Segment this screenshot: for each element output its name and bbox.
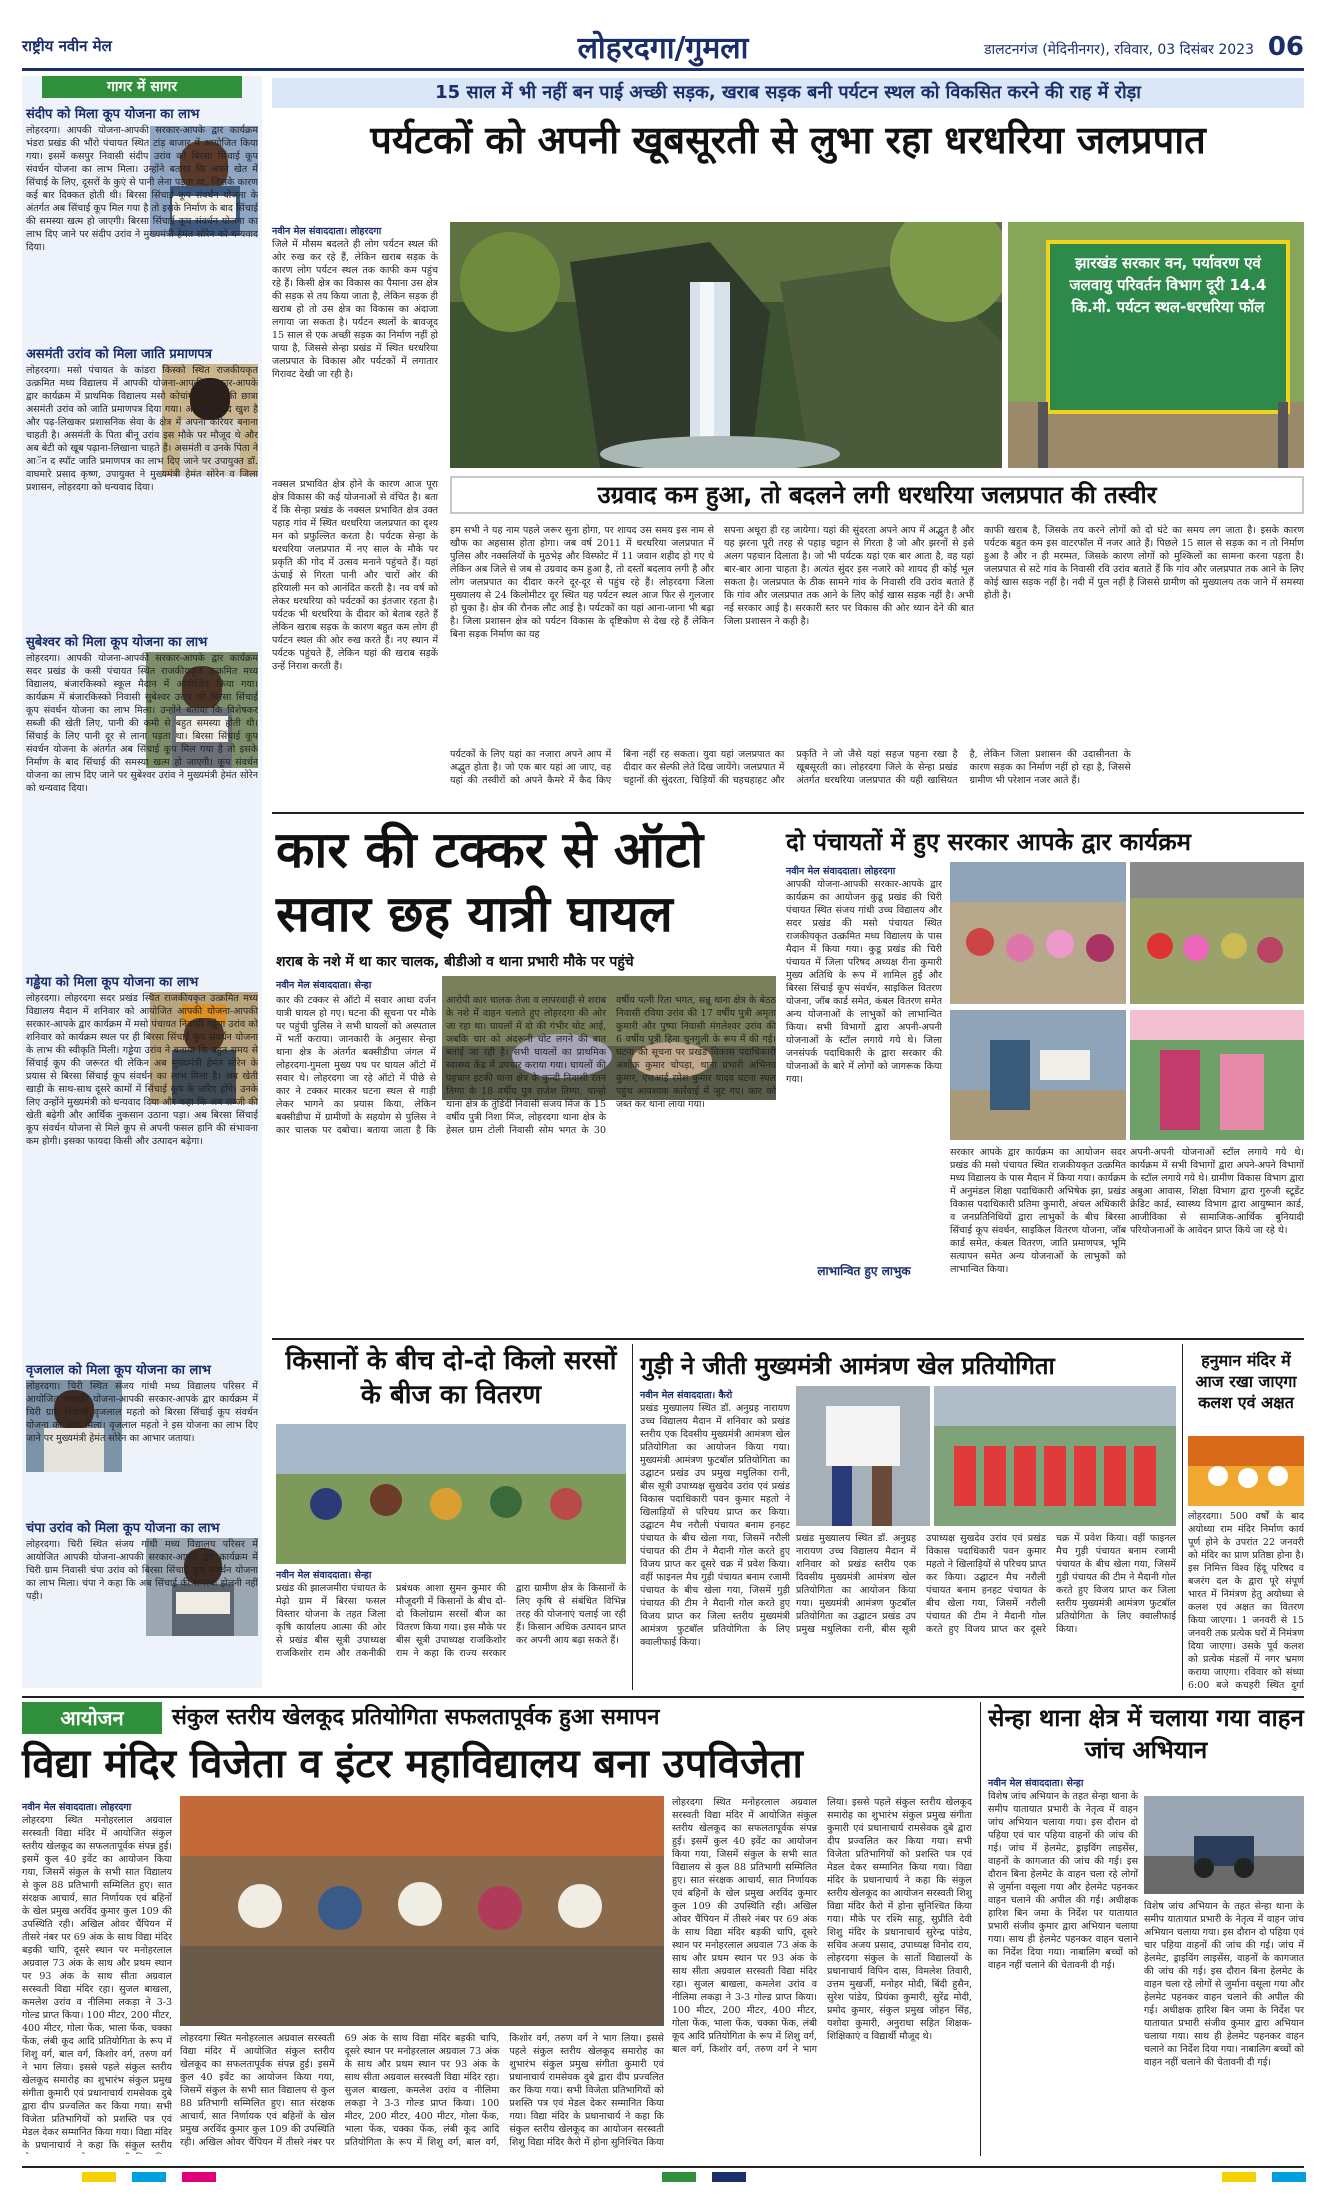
temple-headline: हनुमान मंदिर में आज रखा जाएगा कलश एवं अक्षत (1195, 1351, 1297, 1412)
sidebar-item-title: चंपा उरांव को मिला कूप योजना का लाभ (26, 1521, 220, 1536)
accident-byline: नवीन मेल संवाददाता। सेन्हा (276, 980, 372, 991)
sidebar-item-title: सुबेश्वर को मिला कूप योजना का लाभ (26, 635, 208, 650)
sidebar-item-text: लोहरदगा। चिरी स्थित संजय गांधी मध्य विद्यालय परिसर में आयोजित आपकी योजना-आपकी सरकार-आपके द्वार कार्यक्रम में चिरी ग्राम निवासी चंपा उरांव को बिरसा सिंचाई कूप संवर्धन योजना का लाभ मिला। चंपा ने कहा कि अब सिंचाई की समस्या झेलनी नहीं पड़ी। (26, 1539, 258, 1602)
signboard-text: झारखंड सरकार वन, पर्यावरण एवं जलवायु परिवर्तन विभाग दूरी 14.4 कि.मी. पर्यटन स्थल-धरधरिया फॉल (1069, 254, 1267, 316)
sidebar-item-title: गड्ढेया को मिला कूप योजना का लाभ (26, 975, 199, 990)
masthead (22, 18, 1304, 70)
color-swatch (182, 2172, 216, 2182)
panchayat-text: आपकी योजना-आपकी सरकार-आपके द्वार कार्यक्रम का आयोजन कुडू प्रखंड की चिरी पंचायत स्थित संजय गांधी उच्च विद्यालय और सदर प्रखंड की मसो पंचायत स्थित राजकीयकृत उत्क्रमित मध्य विद्यालय के पास मैदान में किया गया। कुडू प्रखंड की चिरी पंचायत में जिला परिषद अध्यक्ष रीना कुमारी मुख्य अतिथि के रूप में शामिल हुईं और बिरसा सिंचाई कूप संवर्धन, साइकिल वितरण योजना, जॉब कार्ड समेत, कंबल वितरण समेत अन्य योजनाओं के लाभुकों को लाभान्वित किया। सभी विभागों द्वारा अपनी-अपनी योजनाओं के स्टॉल लगाये गये थे। जिला जनसंपर्क पदाधिकारी के द्वारा सरकार की योजनाओं के बारे में लोगों को जागरूक किया गया। (786, 879, 942, 1085)
page-section-title: लोहरदगा/गुमला (577, 31, 749, 66)
lead-kicker: 15 साल में भी नहीं बन पाई अच्छी सड़क, खराब सड़क बनी पर्यटन स्थल को विकसित करने की राह में रोड़ा (272, 78, 1304, 108)
panchayat-photo-1 (950, 862, 1126, 1004)
panchayat-photo-3 (950, 1010, 1126, 1140)
sports-text-col2: लोहरदगा स्थित मनोहरलाल अग्रवाल सरस्वती विद्या मंदिर में आयोजित संकुल स्तरीय खेलकूद का सफलतापूर्वक संपन्न हुई। इसमें कुल 40 इवेंट का आयोजन किया गया, जिसमें संकुल के सभी सात विद्यालय से कुल 88 प्रतिभागी सम्मिलित हुए। सात संरक्षक आचार्य, सात निर्णायक एवं बहिनों के खेल प्रमुख अरविंद कुमार कुल 109 की उपस्थिति रही। अखिल ओवर चैंपियन में तीसरे नंबर पर 69 अंक के साथ विद्या मंदिर बड़की चापि, दूसरे स्थान पर मनोहरलाल अग्रवाल 73 अंक के साथ और प्रथम स्थान पर 93 अंक के साथ सीता अग्रवाल सरस्वती विद्या मंदिर रहा। सुजल बाखला, कमलेश उरांव व नीलिमा लकड़ा ने 3-3 गोल्ड प्राप्त किया। 100 मीटर, 200 मीटर, 400 मीटर, गोला फेंक, भाला फेंक, चक्का फेंक, लंबी कूद आदि प्रतियोगिता के रूप में शिशु वर्ग, बाल वर्ग, किशोर वर्ग, तरुण वर्ग ने भाग लिया। इससे पहले संकुल स्तरीय खेलकूद समारोह का शुभारंभ संकुल प्रमुख संगीता कुमारी एवं प्रधानाचार्य रामसेवक दुबे द्वारा दीप प्रज्वलित कर किया गया। सभी विजेता प्रतिभागियों को प्रशस्ति पत्र एवं मेडल देकर सम्मानित किया गया। विद्या मंदिर के प्रधानाचार्य ने कहा कि संकुल स्तरीय खेलकूद का आयोजन सरस्वती शिशु विद्या मंदिर कैरो में होना सुनिश्चित किया (180, 2033, 664, 2148)
color-swatch (82, 2172, 116, 2182)
lead-headline: पर्यटकों को अपनी खूबसूरती से लुभा रहा धरधरिया जलप्रपात (370, 118, 1206, 162)
farmers-headline: किसानों के बीच दो-दो किलो सरसों के बीज का वितरण (285, 1346, 617, 1410)
naxal-text-col1: हम सभी ने यह नाम पहले जरूर सुना होगा, पर शायद उस समय इस नाम से खौफ का अहसास होता होगा। जब वर्ष 2011 में धरधरिया जलप्रपात में पुलिस और नक्सलियों के मुठभेड़ और विस्फोट में 11 जवान शहीद हो गए थे लेकिन अब जिले से जब से उग्रवाद कम हुआ है, तो दस्तों बदलाव लगी है और लोग जलप्रपात का दीदार करने दूर-दूर से पहुंच रहे हैं। लोहरदगा जिला मुख्यालय से 24 किलोमीटर दूर स्थित यह पर्यटन स्थल आज फिर से गुलजार हो चुका है। क्षेत्र की रौनक लौट आई है। पर्यटकों का यहां आना-जाना भी बढ़ा है। जिला प्रशासन क्षेत्र को पर्यटन विकास के दृष्टिकोण से देख रहे हैं लेकिन बिना सड़क निर्माण का यह (450, 525, 714, 640)
sidebar (22, 76, 262, 1688)
sidebar-item-title: संदीप को मिला कूप योजना का लाभ (26, 107, 200, 122)
divider (1182, 1344, 1183, 1690)
waterfall-photo (450, 222, 1002, 468)
temple-text: लोहरदगा। 500 वर्षों के बाद अयोध्या राम मंदिर निर्माण कार्य पूर्ण होने के उपरांत 22 जनवरी को मंदिर का प्राण प्रतिष्ठा होना है। इस निमित्त विश्व हिंदू परिषद व बजरंग दल के द्वारा पूरे संपूर्ण भारत में निमंत्रण हेतु अयोध्या से कलश एवं अक्षत का वितरण किया जाएगा। 1 जनवरी से 15 जनवरी तक प्रत्येक घरों में निमंत्रण दिया जाएगा। उसके पूर्व कलश को प्रत्येक मंडलों में नगर भ्रमण कराया जाएगा। रविवार को संध्या 6:00 बजे कचहरी स्थित दुर्गा (1188, 1511, 1304, 1691)
naxal-continuation: पर्यटकों के लिए यहां का नजारा अपने आप में अद्भुत होता है। जो एक बार यहां आ जाए, वह यहां की तस्वीरों को अपने कैमरे में कैद किए बिना नहीं रह सकता। युवा यहां जलप्रपात का दीदार कर सेल्फी लेते दिख जायेंगे। जलप्रपात में चट्टानों की सुंदरता, चिड़ियों की चहचहाहट और प्रकृति ने जो जैसे यहां सहज पहना रखा है खूबसूरती का। लोहरदगा जिले के सेन्हा प्रखंड अंतर्गत धरधरिया जलप्रपात की यही खासियत है, लेकिन जिला प्रशासन की उदासीनता के कारण सड़क का निर्माण नहीं हो रहा है, जिससे ग्रामीण भी परेशान नजर आते हैं। (450, 749, 1131, 786)
color-swatch (1222, 2172, 1256, 2182)
sidebar-item-title: वृजलाल को मिला कूप योजना का लाभ (26, 1363, 211, 1378)
sports-text-col1: लोहरदगा स्थित मनोहरलाल अग्रवाल सरस्वती विद्या मंदिर में आयोजित संकुल स्तरीय खेलकूद का सफलतापूर्वक संपन्न हुई। इसमें कुल 40 इवेंट का आयोजन किया गया, जिसमें संकुल के सभी सात विद्यालय से कुल 88 प्रतिभागी सम्मिलित हुए। सात संरक्षक आचार्य, सात निर्णायक एवं बहिनों के खेल प्रमुख अरविंद कुमार कुल 109 की उपस्थिति रही। अखिल ओवर चैंपियन में तीसरे नंबर पर 69 अंक के साथ विद्या मंदिर बड़की चापि, दूसरे स्थान पर मनोहरलाल अग्रवाल 73 अंक के साथ और प्रथम स्थान पर 93 अंक के साथ सीता अग्रवाल सरस्वती विद्या मंदिर रहा। सुजल बाखला, कमलेश उरांव व नीलिमा लकड़ा ने 3-3 गोल्ड प्राप्त किया। 100 मीटर, 200 मीटर, 400 मीटर, गोला फेंक, भाला फेंक, चक्का फेंक, लंबी कूद आदि प्रतियोगिता के रूप में शिशु वर्ग, बाल वर्ग, किशोर वर्ग, तरुण वर्ग ने भाग लिया। इससे पहले संकुल स्तरीय खेलकूद समारोह का शुभारंभ संकुल प्रमुख संगीता कुमारी एवं प्रधानाचार्य रामसेवक दुबे द्वारा दीप प्रज्वलित कर किया गया। सभी विजेता प्रतिभागियों को प्रशस्ति पत्र एवं मेडल देकर सम्मानित किया गया। विद्या मंदिर के प्रधानाचार्य ने कहा कि संकुल स्तरीय (22, 1815, 172, 2151)
sidebar-item-text: लोहरदगा। मसो पंचायत के कांडरा किस्को स्थित राजकीयकृत उत्क्रमित मध्य विद्यालय में आपकी योजना-आपकी सरकार-आपके द्वार कार्यक्रम में प्राथमिक विद्यालय मसो कोचांगचों कक्षा की छात्रा असमंती उरांव को जाति प्रमाणपत्र दिया गया। असमंती बेहद खुश है और पढ़-लिखकर प्रशासनिक सेवा के क्षेत्र में अपना करियर बनाना चाहती है। असमंती के पिता बीनू उरांव इस मौके पर मौजूद थे और अब बेटी को खूब पढ़ाना-लिखाना चाहते हैं। असमंती व उनके पिता ने आॅन द स्पॉट जाति प्रमाणपत्र का लाभ दिए जाने पर उपायुक्त डॉ. वाघमारे प्रसाद कृष्ण, उपायुक्त ने मुख्यमंत्री हेमंत सोरेन व जिला प्रशासन, लोहरदगा को धन्यवाद दिया। (26, 365, 258, 493)
sports-byline: नवीन मेल संवाददाता। लोहरदगा (22, 1802, 132, 1813)
sports-photo (180, 1796, 664, 2026)
divider (22, 1696, 1304, 1698)
sports-kicker: संकुल स्तरीय खेलकूद प्रतियोगिता सफलतापूर्वक हुआ समापन (172, 1705, 660, 1730)
sidebar-item-text: लोहरदगा। चिरी स्थित संजय गांधी मध्य विद्यालय परिसर में आयोजित आपकी योजना-आपकी सरकार-आपके द्वार कार्यक्रम में चिरी ग्राम निवासी वृजलाल महतो को बिरसा सिंचाई कूप संवर्धन योजना का लाभ मिला। वृजलाल महतो ने इस योजना का लाभ दिए जाने पर मुख्यमंत्री हेमंत सोरेन का आभार जताया। (26, 1381, 258, 1444)
sports-label: आयोजन (22, 1702, 162, 1734)
color-swatch (32, 2172, 62, 2182)
lead-byline: नवीन मेल संवाददाता। लोहरदगा (272, 226, 382, 237)
lead-text-col1: जिले में मौसम बदलते ही लोग पर्यटन स्थल की ओर रुख कर रहे हैं, लेकिन खराब सड़क के कारण लोग पर्यटन स्थल तक काफी कम पहुंच रहे हैं। किसी क्षेत्र का विकास का पैमाना उस क्षेत्र की सड़क से तय किया जाता है, लेकिन सड़क ही खराब हो तो उस क्षेत्र का विकास का अंदाजा लगाया जा सकता है। पर्यटन स्थलों के बावजूद 15 साल से एक अच्छी सड़क का निर्माण नहीं हो पाया है, जिससे सेन्हा प्रखंड में स्थित धरधरिया जलप्रपात के विकास और पर्यटकों में लगातार गिरावट देखी जा रही है। (272, 239, 438, 380)
divider (980, 1702, 981, 2156)
farmers-text: प्रखंड की झालजमीरा पंचायत के मेढ़ो ग्राम में बिरसा फसल विस्तार योजना के तहत जिला कृषि कार्यालय आत्मा की ओर से प्रखंड बीस सूत्री उपाध्यक्ष राजकिशोर राम और तकनीकी प्रबंधक आशा सुमन कुमार की मौजूदगी में किसानों के बीच दो-दो किलोग्राम सरसों बीज का वितरण किया गया। इस मौके पर बीस सूत्री उपाध्यक्ष राजकिशोर राम ने कहा कि राज्य सरकार द्वारा ग्रामीण क्षेत्र के किसानों के लिए कृषि से संबंधित विभिन्न तरह की योजनाएं चलाई जा रही हैं। किसान अधिक उत्पादन प्राप्त कर अपनी आय बढ़ा सकते हैं। (276, 1583, 626, 1659)
sidebar-item-text: लोहरदगा। आपकी योजना-आपकी सरकार-आपके द्वार कार्यक्रम सदर प्रखंड के कसी पंचायत स्थित राजकीयकृत उत्क्रमित मध्य विद्यालय, बंजारकिस्को स्कूल मैदान में आयोजित किया गया। कार्यक्रम में बंजारकिस्को निवासी सुबेश्वर उरांव को बिरसा सिंचाई कूप संवर्धन योजना का लाभ मिला। उन्होंने बताया कि विशेषकर सब्जी की खेती लिए, पानी की कमी से बहुत समस्या होती थी। सिंचाई के लिए पानी दूर से लाना पड़ता था। बिरसा सिंचाई कूप संवर्धन योजना के अंतर्गत अब सिंचाई कूप मिल गया है तो इसके निर्माण के बाद सिंचाई की समस्या खत्म हो जाएगी। कूप संवर्धन योजना का लाभ दिए जाने पर सुबेश्वर उरांव ने मुख्यमंत्री हेमंत सोरेन को धन्यवाद दिया। (26, 653, 258, 794)
sidebar-item-title: असमंती उरांव को मिला जाति प्रमाणपत्र (26, 347, 212, 362)
accident-headline: कार की टक्कर से ऑटो सवार छह यात्री घायल (276, 821, 704, 943)
panchayat-subhead: लाभान्वित हुए लाभुक (817, 1264, 911, 1278)
color-swatch (712, 2172, 746, 2182)
farmers-byline: नवीन मेल संवाददाता। सेन्हा (276, 1570, 372, 1581)
accident-subhead: शराब के नशे में था कार चालक, बीडीओ व थाना प्रभारी मौके पर पहुंचे (276, 954, 634, 970)
sports-text-col3: लोहरदगा स्थित मनोहरलाल अग्रवाल सरस्वती विद्या मंदिर में आयोजित संकुल स्तरीय खेलकूद का सफलतापूर्वक संपन्न हुई। इसमें कुल 40 इवेंट का आयोजन किया गया, जिसमें संकुल के सभी सात विद्यालय से कुल 88 प्रतिभागी सम्मिलित हुए। सात संरक्षक आचार्य, सात निर्णायक एवं बहिनों के खेल प्रमुख अरविंद कुमार कुल 109 की उपस्थिति रही। अखिल ओवर चैंपियन में तीसरे नंबर पर 69 अंक के साथ विद्या मंदिर बड़की चापि, दूसरे स्थान पर मनोहरलाल अग्रवाल 73 अंक के साथ और प्रथम स्थान पर 93 अंक के साथ सीता अग्रवाल सरस्वती विद्या मंदिर रहा। सुजल बाखला, कमलेश उरांव व नीलिमा लकड़ा ने 3-3 गोल्ड प्राप्त किया। 100 मीटर, 200 मीटर, 400 मीटर, गोला फेंक, भाला फेंक, चक्का फेंक, लंबी कूद आदि प्रतियोगिता के रूप में शिशु वर्ग, बाल वर्ग, किशोर वर्ग, तरुण वर्ग ने भाग लिया। इससे पहले संकुल स्तरीय खेलकूद समारोह का शुभारंभ संकुल प्रमुख संगीता कुमारी एवं प्रधानाचार्य रामसेवक दुबे द्वारा दीप प्रज्वलित कर किया गया। सभी विजेता प्रतिभागियों को प्रशस्ति पत्र एवं मेडल देकर सम्मानित किया गया। विद्या मंदिर के प्रधानाचार्य ने कहा कि संकुल स्तरीय खेलकूद का आयोजन सरस्वती शिशु विद्या मंदिर कैरो में होना सुनिश्चित किया गया। मौके पर रश्मि साहू, सुप्रीति देवी शिशु मंदिर के प्रधानाचार्य सुरेन्द्र पांडेय, सचिव अजय प्रसाद, उपाध्यक्ष विनोद राय, लोहरदगा संकुल के सातों विद्यालयों के प्रधानाचार्य विपिन दास, विमलेश तिवारी, उत्तम मुखर्जी, मनोहर मोदी, बिंदी हुसैन, सुरेश पांडेय, प्रियंका कुमारी, सुरेंद्र मोदी, प्रमोद कुमार, संकुल प्रमुख जोहन सिंह, यशोदा कुमारी, अनुराधा सहित शिक्षक-शिक्षिकाएं व विद्यार्थी मौजूद थे। (672, 1797, 972, 2055)
vehicle-photo (1144, 1796, 1304, 1894)
divider (272, 1338, 1304, 1340)
color-swatch (662, 2172, 696, 2182)
temple-photo (1188, 1436, 1304, 1506)
sidebar-header: गागर में सागर (42, 76, 242, 98)
panchayat-text-col2: सरकार आपके द्वार कार्यक्रम का आयोजन सदर प्रखंड की मसो पंचायत स्थित राजकीयकृत उत्क्रमित मध्य विद्यालय के पास मैदान में किया गया। कार्यक्रम में अनुमंडल शिक्षा पदाधिकारी अभिषेक झा, प्रखंड विकास पदाधिकारी प्रतिमा कुमारी, अंचल अधिकारी व जनप्रतिनिधियों द्वारा लाभुकों के बीच बिरसा सिंचाई कूप संवर्धन, साइकिल वितरण योजना, जॉब कार्ड समेत, कंबल वितरण, जाति प्रमाणपत्र, भूमि सत्यापन समेत अन्य योजनाओं के लाभुकों को लाभान्वित किया। (950, 1147, 1126, 1275)
print-registration-bar (22, 2166, 1304, 2184)
signboard-photo (1008, 222, 1304, 468)
paper-logo: राष्ट्रीय नवीन मेल (22, 37, 112, 55)
page-number: 06 (1267, 32, 1304, 62)
sidebar-item-text: लोहरदगा। आपकी योजना-आपकी सरकार-आपके द्वार कार्यक्रम भंडरा प्रखंड की भौंरो पंचायत स्थित टांड़ बाजार में आयोजित किया गया। इसमें कसपुर निवासी संदीप उरांव को बिरसा सिंचाई कूप संवर्धन योजना का लाभ मिला। उन्होंने बताया कि अपने खेत में सिंचाई के लिए, दूसरों के कुएं से पानी लेना पड़ता था, जिसके कारण कई बार दिक्कत होती थी। बिरसा सिंचाई कूप संवर्धन योजना के अंतर्गत अब सिंचाई कूप मिल गया है तो इसके निर्माण के बाद सिंचाई की समस्या खत्म हो जाएगी। बिरसा सिंचाई कूप संवर्धन योजना का लाभ दिए जाने पर संदीप उरांव ने मुख्यमंत्री हेमंत सोरेन को धन्यवाद दिया। (26, 125, 258, 253)
kite-photo-1 (796, 1386, 930, 1526)
vehicle-text: विशेष जांच अभियान के तहत सेन्हा थाना के समीप यातायात प्रभारी के नेतृत्व में वाहन जांच अभियान चलाया गया। इस दौरान दो पहिया एवं चार पहिया वाहनों की जांच की गई। जांच में हेलमेट, ड्राइविंग लाइसेंस, वाहनों के कागजात की जांच की गई। इस दौरान बिना हेलमेट के वाहन चला रहे लोगों से जुर्माना वसूला गया और हेलमेट पहनकर वाहन चलाने की अपील की गई। अधीक्षक हारिश बिन जमा के निर्देश पर यातायात प्रभारी संजीव कुमार द्वारा अभियान चलाया गया। साथ ही हेलमेट पहनकर वाहन चलाने का निर्देश दिया गया। नाबालिग बच्चों को वाहन नहीं चलाने की चेतावनी दी गई। (988, 1791, 1138, 1971)
divider (632, 1344, 633, 1690)
color-swatch (1272, 2172, 1306, 2182)
kite-text-continuation: प्रखंड मुख्यालय स्थित डॉ. अनुग्रह नारायण उच्च विद्यालय मैदान में शनिवार को प्रखंड स्तरीय एक दिवसीय मुख्यमंत्री आमंत्रण खेल प्रतियोगिता का आयोजन किया गया। मुख्यमंत्री आमंत्रण फुटबॉल प्रतियोगिता का उद्घाटन प्रखंड उप प्रमुख मधुलिका रानी, बीस सूत्री उपाध्यक्ष सुखदेव उरांव एवं प्रखंड विकास पदाधिकारी पवन कुमार महतो ने खिलाड़ियों से परिचय प्राप्त कर किया। उद्घाटन मैच नरौली पंचायत बनाम हनहट पंचायत के बीच खेला गया, जिसमें नरौली पंचायत की टीम ने मैदानी गोल करते हुए विजय प्राप्त कर दूसरे चक्र में प्रवेश किया। वहीं फाइनल मैच गुड़ी पंचायत बनाम रजामी पंचायत के बीच खेला गया, जिसमें गुड़ी पंचायत की टीम ने मैदानी गोल करते हुए विजय प्राप्त कर जिला स्तरीय मुख्यमंत्री आमंत्रण फुटबॉल प्रतियोगिता के लिए क्वालीफाई किया। (796, 1533, 1176, 1635)
panchayat-photo-4 (1130, 1010, 1304, 1140)
divider (272, 812, 1304, 814)
kite-headline: गुड़ी ने जीती मुख्यमंत्री आमंत्रण खेल प्रतियोगिता (640, 1352, 1055, 1380)
sports-headline: विद्या मंदिर विजेता व इंटर महाविद्यालय बना उपविजेता (22, 1741, 803, 1787)
kite-photo-2 (934, 1386, 1176, 1526)
masthead-rule (22, 68, 1304, 71)
kite-byline: नवीन मेल संवाददाता। कैरो (640, 1390, 733, 1401)
naxal-headline: उग्रवाद कम हुआ, तो बदलने लगी धरधरिया जलप्रपात की तस्वीर (450, 476, 1304, 514)
kite-text: प्रखंड मुख्यालय स्थित डॉ. अनुग्रह नारायण उच्च विद्यालय मैदान में शनिवार को प्रखंड स्तरीय एक दिवसीय मुख्यमंत्री आमंत्रण खेल प्रतियोगिता का आयोजन किया गया। मुख्यमंत्री आमंत्रण फुटबॉल प्रतियोगिता का उद्घाटन प्रखंड उप प्रमुख मधुलिका रानी, बीस सूत्री उपाध्यक्ष सुखदेव उरांव एवं प्रखंड विकास पदाधिकारी पवन कुमार महतो ने खिलाड़ियों से परिचय प्राप्त कर किया। उद्घाटन मैच नरौली पंचायत बनाम हनहट पंचायत के बीच खेला गया, जिसमें नरौली पंचायत की टीम ने मैदानी गोल करते हुए विजय प्राप्त कर दूसरे चक्र में प्रवेश किया। वहीं फाइनल मैच गुड़ी पंचायत बनाम रजामी पंचायत के बीच खेला गया, जिसमें गुड़ी पंचायत की टीम ने मैदानी गोल करते हुए विजय प्राप्त कर जिला स्तरीय मुख्यमंत्री आमंत्रण फुटबॉल प्रतियोगिता के लिए क्वालीफाई किया। (640, 1403, 790, 1648)
naxal-text-col2: सपना अधूरा ही रह जायेगा। यहां की सुंदरता अपने आप में अद्भुत है और यह झरना पूरी तरह से पहाड़ चट्टान से गिरता है जो और झरनों से इसे अलग पहचान दिलाता है। जो भी पर्यटक यहां एक बार आता है, वह यहां बार-बार आना चाहता है। अत्यंत सुंदर इस नजारे को शायद ही कोई भूल सकता है। जलप्रपात के ठीक सामने गांव के निवासी रवि उरांव बताते हैं कि गांव और जलप्रपात तक आने के लिए कोई खास सड़क नहीं है। अभी नई सरकार आई है। सरकारी स्तर पर विकास की ओर ध्यान देने की बात जिला प्रशासन ने कही है। (724, 525, 974, 627)
lead-text-col2: नक्सल प्रभावित क्षेत्र होने के कारण आज पूरा क्षेत्र विकास की कई योजनाओं से वंचित है। बता दें कि सेन्हा प्रखंड के नक्सल प्रभावित क्षेत्र उक्त पहाड़ गांव में स्थित धरधरिया जलप्रपात का दृश्य मन को प्रफुल्लित करता है। पर्यटक सेन्हा के धरधरिया जलप्रपात में नए साल के मौके पर प्रकृति की गोद में उत्सव मनाने पहुंचते हैं। यहां ऊंचाई से गिरता पानी और चारों ओर की हरियाली मन को आनंदित करती है। नव वर्ष को लेकर धरधरिया को पर्यटकों का इंतजार रहता है। पर्यटक भी धरधरिया के दीदार को बेताब रहते हैं लेकिन खराब सड़क के कारण बहुत कम लोग ही पर्यटन स्थल की ओर रुख करते हैं। नए स्थान में पर्यटक पहुंचते हैं, लेकिन यहां की खराब सड़कें उन्हें निराश करती हैं। (272, 479, 438, 672)
dateline: डालटनगंज (मेदिनीनगर), रविवार, 03 दिसंबर 2023 (984, 42, 1254, 58)
vehicle-text-col2: विशेष जांच अभियान के तहत सेन्हा थाना के समीप यातायात प्रभारी के नेतृत्व में वाहन जांच अभियान चलाया गया। इस दौरान दो पहिया एवं चार पहिया वाहनों की जांच की गई। जांच में हेलमेट, ड्राइविंग लाइसेंस, वाहनों के कागजात की जांच की गई। इस दौरान बिना हेलमेट के वाहन चला रहे लोगों से जुर्माना वसूला गया और हेलमेट पहनकर वाहन चलाने की अपील की गई। अधीक्षक हारिश बिन जमा के निर्देश पर यातायात प्रभारी संजीव कुमार द्वारा अभियान चलाया गया। साथ ही हेलमेट पहनकर वाहन चलाने का निर्देश दिया गया। नाबालिग बच्चों को वाहन नहीं चलाने की चेतावनी दी गई। (1144, 1901, 1304, 2068)
color-swatch (132, 2172, 166, 2182)
panchayat-photo-2 (1130, 862, 1304, 1004)
panchayat-byline: नवीन मेल संवाददाता। लोहरदगा (786, 866, 896, 877)
vehicle-byline: नवीन मेल संवाददाता। सेन्हा (988, 1778, 1084, 1789)
naxal-text-col3: काफी खराब है, जिसके तय करने लोगों को दो घंटे का समय लग जाता है। इसके कारण पर्यटक बहुत कम इस वाटरफॉल में नजर आते हैं। पिछले 15 साल से सड़क का न तो निर्माण हुआ है और न ही मरम्मत, जिसके कारण लोगों को मुश्किलों का सामना करना पड़ता है। जलप्रपात से सटे गांव के निवासी रवि उरांव बताते हैं कि गांव और जलप्रपात तक आने के लिए कोई खास सड़क नहीं है। नदी में पुल नहीं है जिससे ग्रामीण को मुख्यालय तक जाने में समस्या होती है। (984, 525, 1304, 601)
accident-text: कार की टक्कर से ऑटो में सवार आधा दर्जन यात्री घायल हो गए। घटना की सूचना पर मौके पर पहुंची पुलिस ने सभी घायलों को अस्पताल में भर्ती कराया। जानकारी के अनुसार सेन्हा थाना क्षेत्र के अंतर्गत बक्सीडीपा जंगल में लोहरदगा-गुमला मुख्य पथ पर घायल ऑटो में सवार थे। लोहरदगा जा रहे ऑटो में पीछे से कार ने टक्कर मारकर घटना स्थल से गाड़ी लेकर भागने का प्रयास किया, लेकिन बक्सीडीपा में ग्रामीणों के सहयोग से पुलिस ने कार चालक पर दबोचा। बताया जाता है कि आरोपी कार चालक तेजा व लापरवाही से शराब के नशे में वाहन चलाते हुए लोहरदगा की ओर जा रहा था। घायलों में दो की गंभीर चोट आई, जबकि चार को अंदरूनी चोट लगने की बात बताई जा रही है। सभी घायलों का प्राथमिक स्वास्थ्य केंद्र में उपचार कराया गया। घायलों की पहचान इटकी थाना क्षेत्र के कुन्दी निवासी रतन तिग्गा के 18 वर्षीय पुत्र राजेश तिग्गा, चान्हो थाना क्षेत्र के तुंडिदी निवासी संजय मिंज के 15 वर्षीय पुत्री निशा मिंज, लोहरदगा थाना क्षेत्र के हेसल ग्राम टोली निवासी सोम भगत के 30 वर्षीय पत्नी रिता भगत, सन्नू थाना क्षेत्र के बेठठ निवासी रविया उरांव की 17 वर्षीय पुत्री अमृता कुमारी और पुष्पा निवासी मंगलेश्वर उरांव की 6 वर्षीय पुत्री हिना चुनगुली के रूप में की गई। घटना की सूचना पर प्रखंड विकास पदाधिकारी अशोक कुमार चोपड़ा, थाना प्रभारी अभिनव कुमार, एसआई रमेश कुमार यादव घटना स्थल पहुंच आवश्यक कार्रवाई में जुट गए। कार को जब्त कर थाना लाया गया। (276, 995, 776, 1136)
farmers-photo (276, 1424, 626, 1564)
sidebar-item-text: लोहरदगा। लोहरदगा सदर प्रखंड स्थित राजकीयकृत उत्क्रमित मध्य विद्यालय मैदान में शनिवार को आयोजित आपकी योजना-आपकी सरकार-आपके द्वार कार्यक्रम में मसो पंचायत निवासी गड्ढेया उरांव को शनिवार को कार्यक्रम स्थल पर ही बिरसा सिंचाई कूप संवर्धन योजना के लाभ की स्वीकृति मिली। गड्ढेया उरांव ने बताया कि बहुत समय से सिंचाई कूप की जरूरत थी लेकिन अब मुख्यमंत्री हेमंत सोरेन के प्रयास से बिरसा सिंचाई कूप संवर्धन का लाभ मिला है। अब खेती खाड़ी के साथ-साथ दूसरे कामों में सिंचाई कूप के जरिए होंगे। उनके लिए उन्होंने मुख्यमंत्री को धन्यवाद दिया और कहा कि अब सब्जी की खेती बढ़ेगी और आर्थिक नुकसान उठाना पड़ा। अब बिरसा सिंचाई कूप संवर्धन योजना से मिले कूप से अपनी फसल हानि की संभावना कम होगी। इसका फायदा किसी और उत्पादन बढ़ेगा। (26, 993, 258, 1147)
panchayat-headline: दो पंचायतों में हुए सरकार आपके द्वार कार्यक्रम (786, 828, 1191, 856)
vehicle-headline: सेन्हा थाना क्षेत्र में चलाया गया वाहन जांच अभियान (988, 1704, 1304, 1764)
panchayat-text-col3: अपनी-अपनी योजनाओं स्टॉल लगाये गये थे। कार्यक्रम में सभी विभागों द्वारा अपने-अपने विभागों के स्टॉल लगाये गये थे। ग्रामीण विकास विभाग द्वारा अबुआ आवास, शिक्षा विभाग द्वारा गुरुजी स्टूडेंट क्रेडिट कार्ड, स्वास्थ्य विभाग द्वारा आयुष्मान कार्ड, आजीविका से सामाजिक-आर्थिक बुनियादी परियोजनाओं के आवेदन प्राप्त किये जा रहे थे। (1130, 1147, 1304, 1236)
